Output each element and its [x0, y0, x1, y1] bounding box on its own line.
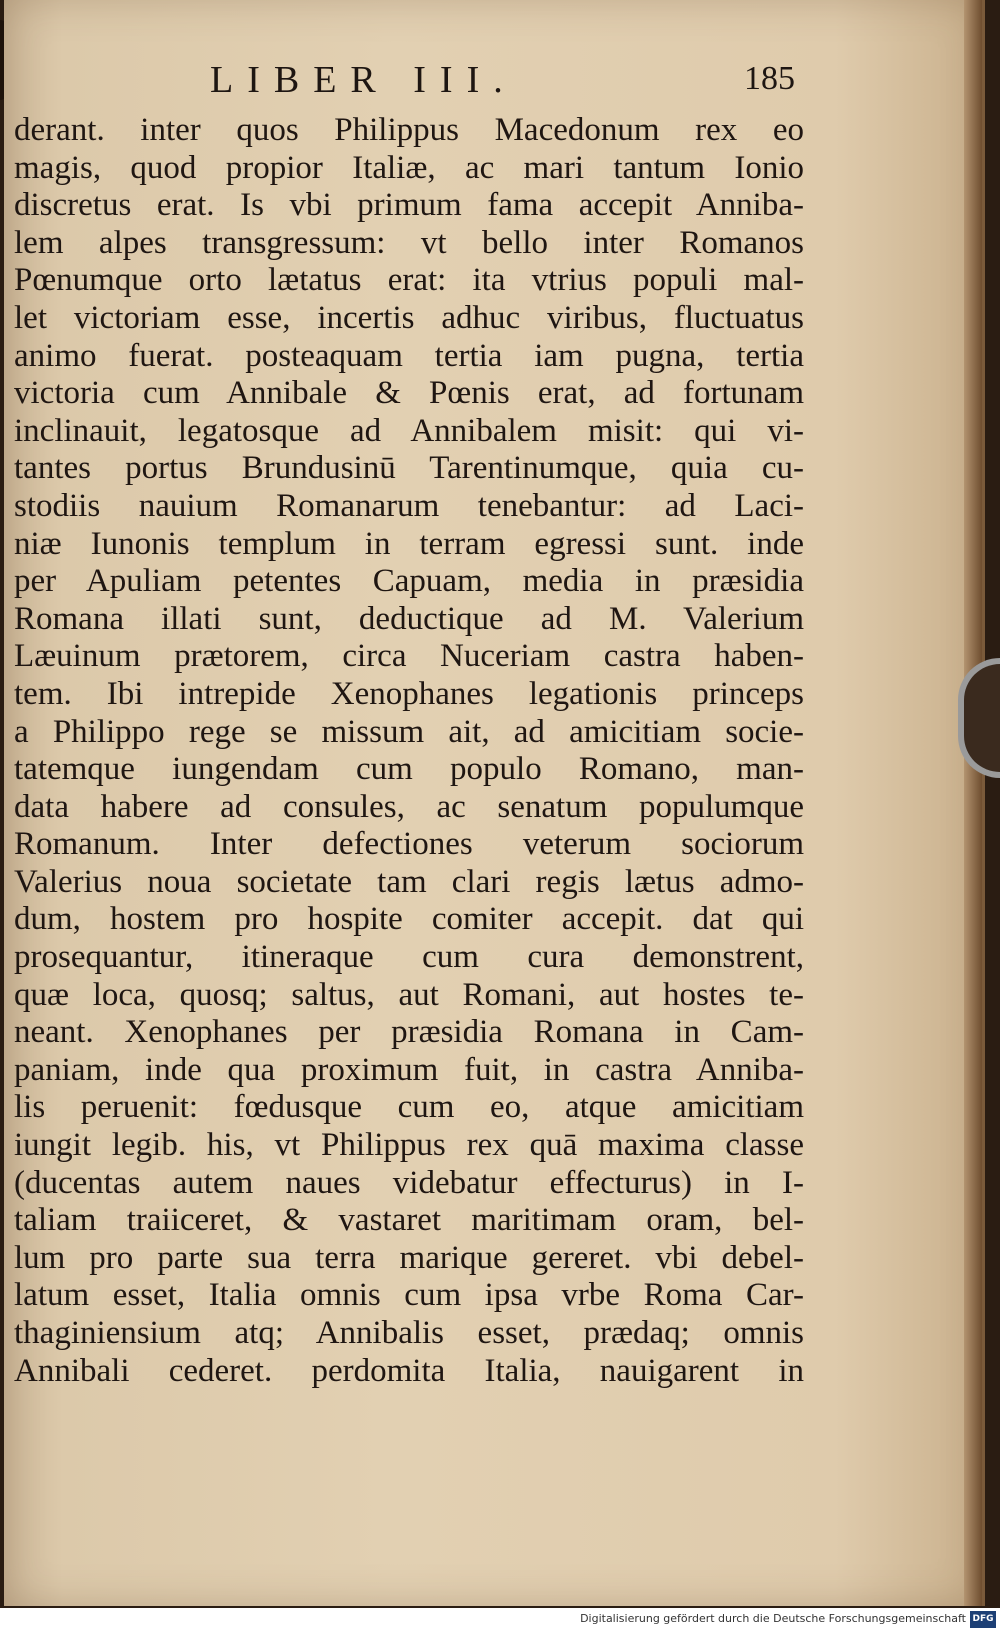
funding-credit: Digitalisierung gefördert durch die Deutsche Forschungsgemeinschaft — [580, 1612, 966, 1625]
text-line: let victoriam esse, incertis adhuc viribus, fluctuatus — [14, 299, 804, 336]
text-line: magis, quod propior Italiæ, ac mari tantum Ionio — [14, 149, 804, 186]
text-line: lum pro parte sua terra marique gereret. vbi debel- — [14, 1239, 804, 1276]
text-line: lem alpes transgressum: vt bello inter Romanos — [14, 224, 804, 261]
text-line: paniam, inde qua proximum fuit, in castra Anniba- — [14, 1051, 804, 1088]
page-number: 185 — [744, 60, 795, 97]
text-line: animo fuerat. posteaquam tertia iam pugna, tertia — [14, 337, 804, 374]
text-line: stodiis nauium Romanarum tenebantur: ad Laci- — [14, 487, 804, 524]
text-line: latum esset, Italia omnis cum ipsa vrbe Roma Car- — [14, 1277, 804, 1314]
text-line: Læuinum prætorem, circa Nuceriam castra haben- — [14, 638, 804, 675]
text-line: discretus erat. Is vbi primum fama accepit Anniba- — [14, 187, 804, 224]
text-line: a Philippo rege se missum ait, ad amicitiam socie- — [14, 713, 804, 750]
text-line: quæ loca, quosq; saltus, aut Romani, aut hostes te- — [14, 976, 804, 1013]
text-line: Romanum. Inter defectiones veterum sociorum — [14, 826, 804, 863]
text-line: niæ Iunonis templum in terram egressi sunt. inde — [14, 525, 804, 562]
text-line: lis peruenit: fœdusque cum eo, atque amicitiam — [14, 1089, 804, 1126]
text-line: dum, hostem pro hospite comiter accepit. dat qui — [14, 901, 804, 938]
text-line: thaginiensium atq; Annibalis esset, prædaq; omnis — [14, 1315, 804, 1351]
text-line: victoria cum Annibale & Pœnis erat, ad fortunam — [14, 375, 804, 412]
running-head: LIBER III. — [210, 59, 517, 101]
text-line: Romana illati sunt, deductique ad M. Valerium — [14, 600, 804, 637]
text-line: Valerius noua societate tam clari regis lætus admo- — [14, 863, 804, 900]
text-line: iungit legib. his, vt Philippus rex quā maxima classe — [14, 1127, 804, 1164]
digitization-footer — [0, 1608, 1000, 1632]
text-line: neant. Xenophanes per præsidia Romana in Cam- — [14, 1014, 804, 1051]
dfg-logo-icon: DFG — [970, 1611, 996, 1628]
text-line: data habere ad consules, ac senatum populumque — [14, 788, 804, 825]
text-line: prosequantur, itineraque cum cura demonstrent, — [14, 939, 804, 976]
text-line: taliam traiiceret, & vastaret maritimam oram, bel- — [14, 1202, 804, 1239]
page-edge-shadow — [964, 0, 982, 1606]
text-line: per Apuliam petentes Capuam, media in præsidia — [14, 563, 804, 600]
text-line: derant. inter quos Philippus Macedonum rex eo — [14, 112, 804, 148]
text-line: tantes portus Brundusinū Tarentinumque, quia cu- — [14, 450, 804, 487]
body-text — [14, 112, 804, 1390]
text-line: tem. Ibi intrepide Xenophanes legationis princeps — [14, 675, 804, 712]
text-line: (ducentas autem naues videbatur effecturus) in I- — [14, 1164, 804, 1201]
text-line: tatemque iungendam cum populo Romano, man- — [14, 751, 804, 788]
text-line: Pœnumque orto lætatus erat: ita vtrius populi mal- — [14, 262, 804, 299]
text-line: Annibali cederet. perdomita Italia, nauigarent in — [14, 1352, 804, 1389]
text-line: inclinauit, legatosque ad Annibalem misit: qui vi- — [14, 412, 804, 449]
